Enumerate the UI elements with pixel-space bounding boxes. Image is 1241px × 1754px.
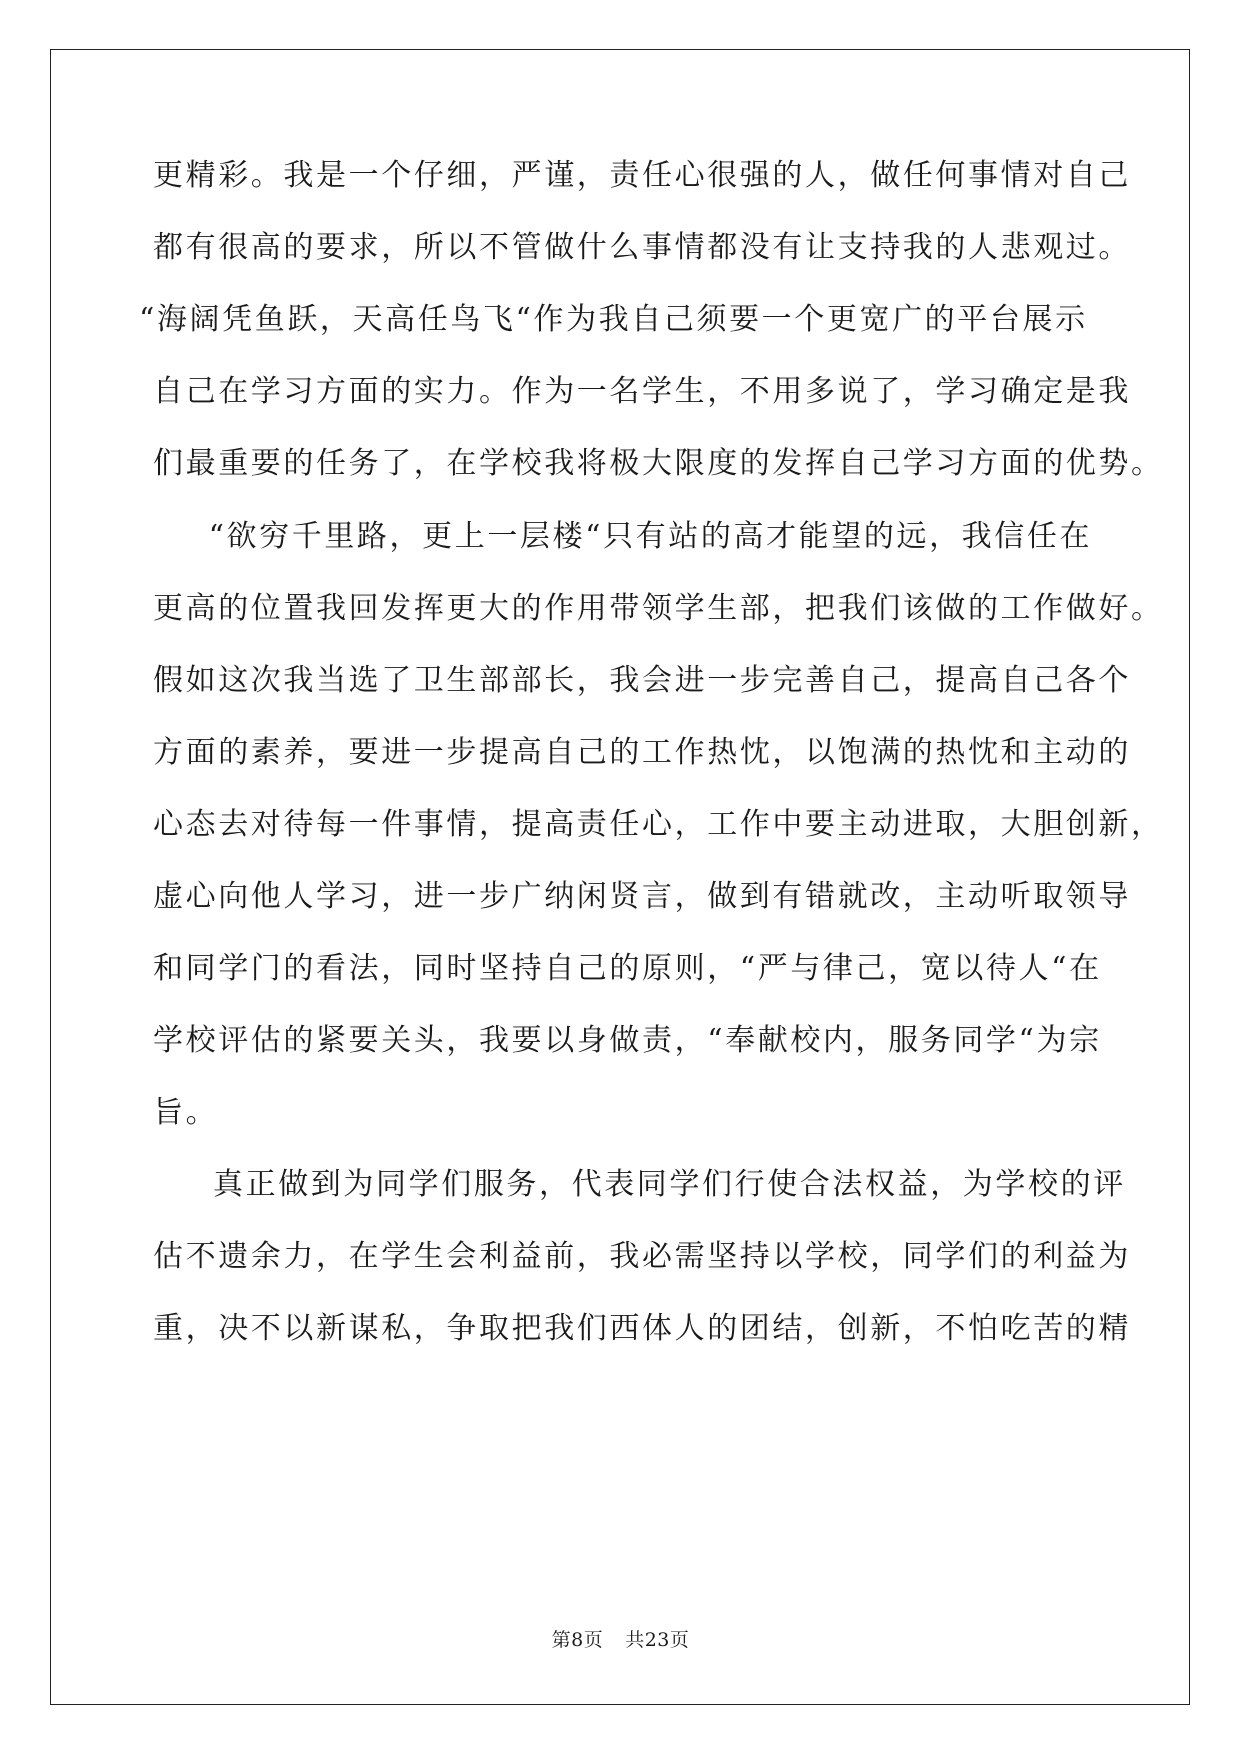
page-total: 共23页 xyxy=(625,1629,690,1651)
text-line: 估不遗余力，在学生会利益前，我必需坚持以学校，同学们的利益为 xyxy=(153,1239,1131,1274)
text-line: 都有很高的要求，所以不管做什么事情都没有让支持我的人悲观过。 xyxy=(153,230,1131,265)
text-line: 假如这次我当选了卫生部部长，我会进一步完善自己，提高自己各个 xyxy=(153,663,1131,698)
text-line: 重，决不以新谋私，争取把我们西体人的团结，创新，不怕吃苦的精 xyxy=(153,1311,1131,1346)
text-line: “欲穷千里路，更上一层楼“只有站的高才能望的远，我信任在 xyxy=(176,519,1093,554)
text-line: 方面的素养，要进一步提高自己的工作热忱，以饱满的热忱和主动的 xyxy=(153,735,1131,770)
page-footer xyxy=(0,1625,1241,1652)
text-line: “海阔凭鱼跃，天高任鸟飞“作为我自己须要一个更宽广的平台展示 xyxy=(139,302,1088,337)
text-line: 真正做到为同学们服务，代表同学们行使合法权益，为学校的评 xyxy=(213,1167,1126,1202)
text-line: 旨。 xyxy=(153,1095,219,1130)
text-line: 们最重要的任务了，在学校我将极大限度的发挥自己学习方面的优势。 xyxy=(153,446,1164,481)
text-line: 学校评估的紧要关头，我要以身做责，“奉献校内，服务同学“为宗 xyxy=(153,1023,1102,1058)
text-line: 更精彩。我是一个仔细，严谨，责任心很强的人，做任何事情对自己 xyxy=(153,158,1131,193)
text-line: 虚心向他人学习，进一步广纳闲贤言，做到有错就改，主动听取领导 xyxy=(153,879,1131,914)
text-line: 和同学门的看法，同时坚持自己的原则，“严与律己，宽以待人“在 xyxy=(153,951,1102,986)
text-line: 心态去对待每一件事情，提高责任心，工作中要主动进取，大胆创新， xyxy=(153,807,1164,842)
text-line: 自己在学习方面的实力。作为一名学生，不用多说了，学习确定是我 xyxy=(153,374,1131,409)
page-number: 第8页 xyxy=(551,1629,604,1651)
text-line: 更高的位置我回发挥更大的作用带领学生部，把我们该做的工作做好。 xyxy=(153,591,1164,626)
